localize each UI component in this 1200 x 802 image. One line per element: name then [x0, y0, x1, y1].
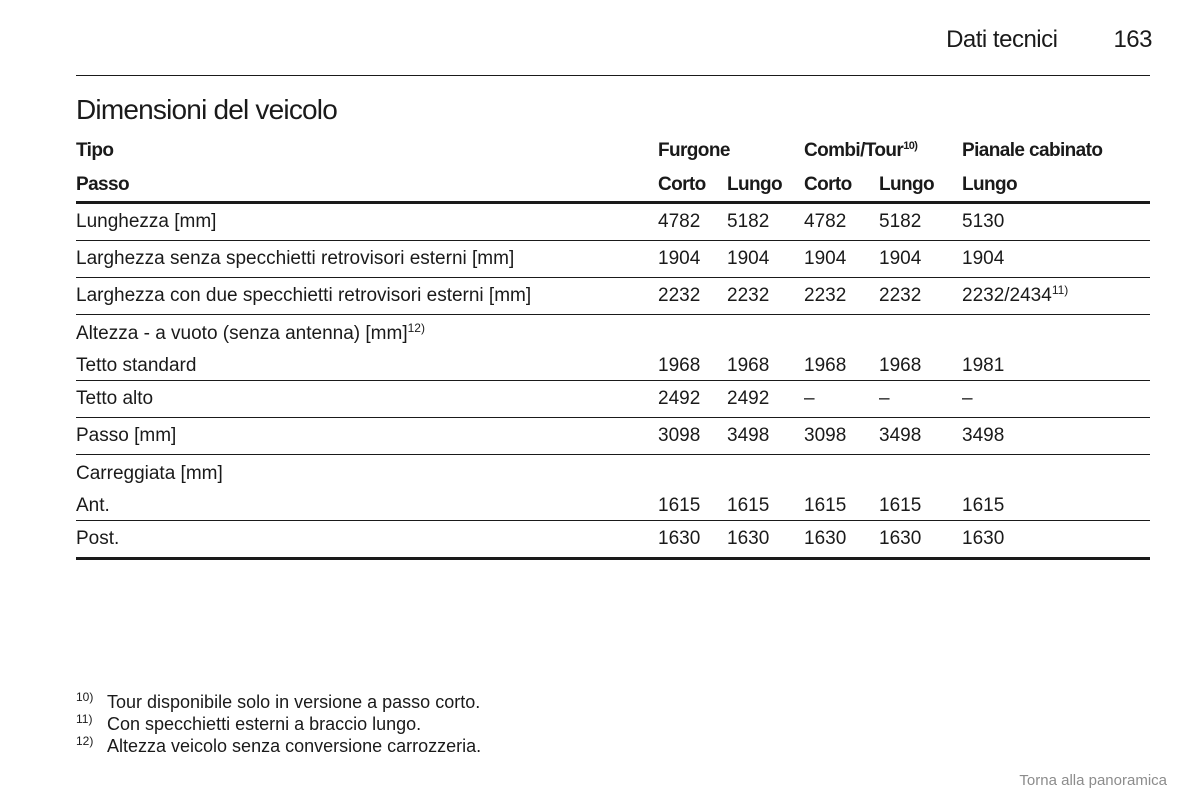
table-group-row [76, 455, 1150, 493]
cell-value: 1968 [658, 352, 727, 381]
cell-value: 1904 [658, 241, 727, 278]
cell-value: – [962, 381, 1150, 418]
cell-value: – [804, 381, 879, 418]
table-row [76, 241, 1150, 278]
cell-value: 2492 [658, 381, 727, 418]
table-row [76, 352, 1150, 381]
table-subheader-row [76, 169, 1150, 203]
row-label: Passo [mm] [76, 418, 658, 455]
cell-value: 1615 [658, 492, 727, 521]
footnote [76, 691, 481, 713]
footnote [76, 713, 481, 735]
subheader-cell: Lungo [879, 169, 962, 203]
cell-value: 2232 [658, 278, 727, 315]
cell-value: – [879, 381, 962, 418]
row-label: Larghezza senza specchietti retrovisori esterni [mm] [76, 241, 658, 278]
page-title: Dimensioni del veicolo [76, 94, 337, 125]
row-label: Lunghezza [mm] [76, 203, 658, 241]
cell-value: 5182 [879, 203, 962, 241]
cell-value: 2492 [727, 381, 804, 418]
footnote-ref: 10) [903, 140, 918, 152]
cell-value: 1615 [879, 492, 962, 521]
header-rule [76, 75, 1150, 76]
footnote-text: Altezza veicolo senza conversione carrozzeria. [107, 736, 482, 756]
back-to-overview-link[interactable]: Torna alla panoramica [1019, 772, 1167, 789]
header-pianale: Pianale cabinato [962, 140, 1103, 161]
cell-value: 1615 [962, 492, 1150, 521]
cell-value: 2232 [879, 278, 962, 315]
cell-value: 1968 [727, 352, 804, 381]
footnote-text: Con specchietti esterni a braccio lungo. [107, 714, 422, 734]
cell-value: 4782 [658, 203, 727, 241]
cell-value: 1615 [727, 492, 804, 521]
footnote-ref: 12) [407, 320, 425, 335]
table-group-row [76, 315, 1150, 353]
cell-value: 3498 [727, 418, 804, 455]
group-label: Altezza - a vuoto (senza antenna) [mm] [76, 322, 408, 344]
table-header-row [76, 133, 1150, 169]
subheader-cell: Corto [804, 169, 879, 203]
row-label: Ant. [76, 492, 658, 521]
row-label: Tetto standard [76, 352, 658, 381]
cell-value: 1615 [804, 492, 879, 521]
section-title: Dati tecnici [946, 26, 1058, 53]
cell-value: 1630 [879, 521, 962, 559]
cell-value: 2232 [727, 278, 804, 315]
subheader-cell: Lungo [962, 169, 1150, 203]
cell-value: 4782 [804, 203, 879, 241]
footnote-text: Tour disponibile solo in versione a passo corto. [107, 692, 481, 712]
group-label: Carreggiata [mm] [76, 462, 223, 484]
cell-value: 1630 [727, 521, 804, 559]
header-tipo: Tipo [76, 140, 114, 161]
cell-value: 1630 [804, 521, 879, 559]
cell-value: 1904 [804, 241, 879, 278]
cell-value: 1904 [727, 241, 804, 278]
subheader-cell: Lungo [727, 169, 804, 203]
header-combi-label: Combi/Tour [804, 140, 904, 161]
footnote-mark: 12) [76, 734, 94, 748]
table-row [76, 418, 1150, 455]
cell-value: 2232/2434 [962, 285, 1052, 306]
row-label: Larghezza con due specchietti retrovisori esterni [mm] [76, 278, 658, 315]
group-label-cell [76, 315, 1150, 353]
subheader-cell: Corto [658, 169, 727, 203]
header-passo: Passo [76, 169, 658, 203]
cell-value: 3098 [804, 418, 879, 455]
footnote-mark: 10) [76, 690, 94, 704]
header-furgone: Furgone [658, 140, 730, 161]
footnote-mark: 11) [76, 712, 93, 726]
dimensions-table [76, 133, 1150, 560]
footnote-ref: 11) [1051, 283, 1069, 297]
cell-value: 1968 [879, 352, 962, 381]
table-row [76, 278, 1150, 315]
cell-value: 1904 [879, 241, 962, 278]
cell-value: 1968 [804, 352, 879, 381]
cell-value: 1981 [962, 352, 1150, 381]
cell-value: 3098 [658, 418, 727, 455]
row-label: Post. [76, 521, 658, 559]
cell-value: 3498 [962, 418, 1150, 455]
cell-value: 1630 [962, 521, 1150, 559]
table-row [76, 381, 1150, 418]
cell-value: 5130 [962, 203, 1150, 241]
cell-value: 1630 [658, 521, 727, 559]
page-number: 163 [1113, 26, 1152, 53]
header-combi [804, 133, 962, 169]
page-header [946, 26, 1152, 54]
footnote [76, 735, 481, 757]
table-row [76, 203, 1150, 241]
cell-value: 2232 [804, 278, 879, 315]
table-row [76, 521, 1150, 559]
table-row [76, 492, 1150, 521]
row-label: Tetto alto [76, 381, 658, 418]
footnotes [76, 691, 481, 757]
cell-value-with-note [962, 278, 1150, 315]
cell-value: 1904 [962, 241, 1150, 278]
cell-value: 3498 [879, 418, 962, 455]
cell-value: 5182 [727, 203, 804, 241]
